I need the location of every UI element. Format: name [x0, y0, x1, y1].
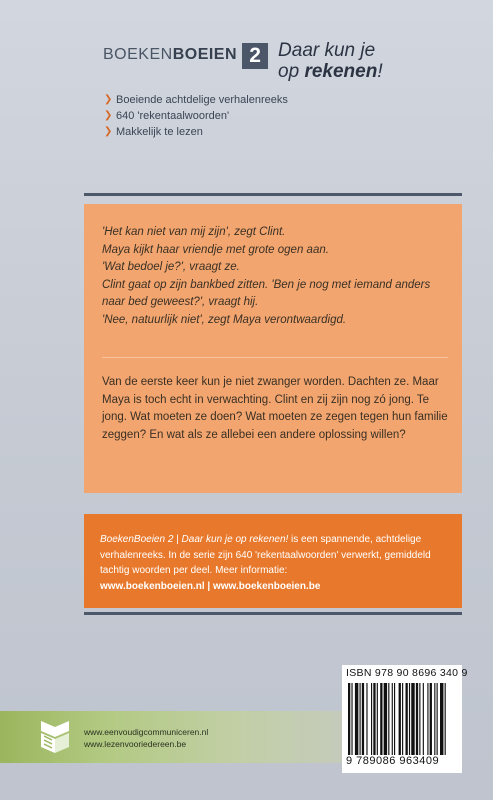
barcode-stripe	[394, 683, 395, 755]
series-info-text: BoekenBoeien 2 | Daar kun je op rekenen! is een spannende, achtdelige verhalenreeks. In de serie zijn 640 'rekentaalwoorden' verwerkt, gemiddeld tachtig woorden per deel. Meer informatie: www.boekenboeien.nl | www.boekenboeien.be	[100, 534, 431, 592]
barcode-stripe	[371, 683, 372, 755]
brand-logo	[103, 40, 383, 82]
barcode-stripe	[419, 683, 420, 755]
barcode-stripe	[399, 683, 401, 755]
chevron-right-icon: ❯	[104, 94, 113, 105]
chevron-right-icon: ❯	[104, 126, 113, 137]
barcode-stripe	[392, 683, 393, 755]
bottom-divider	[84, 612, 462, 615]
publisher-logo-icon	[38, 717, 72, 757]
barcode-stripe	[416, 683, 418, 755]
feature-item: ❯ 640 'rekentaalwoorden'	[104, 110, 230, 122]
barcode-stripe	[402, 683, 403, 755]
barcode-stripe	[409, 683, 410, 755]
barcode-stripe	[348, 683, 350, 755]
feature-item: ❯ Makkelijk te lezen	[104, 126, 203, 138]
feature-list	[104, 92, 288, 140]
barcode-stripe	[351, 683, 352, 755]
website-link[interactable]: www.lezenvooriedereen.be	[84, 739, 187, 749]
barcode-area	[342, 665, 468, 773]
brand-tagline: Daar kun je op rekenen!	[278, 40, 383, 82]
story-blurb: Van de eerste keer kun je niet zwanger worden. Dachten ze. Maar Maya is toch echt in verwachting. Clint en zij zijn nog zó jong. Te jong. Wat moeten ze doen? Wat moeten ze zegen tegen hun familie zeggen? En wat als ze allebei een andere oplossing willen?	[102, 376, 448, 441]
publisher-websites	[84, 726, 208, 750]
publisher-bar	[0, 711, 342, 763]
barcode-stripe	[380, 683, 382, 755]
barcode-stripe	[384, 683, 387, 755]
barcode-stripe	[362, 683, 364, 755]
barcode-digits: 9 789086 963409	[346, 755, 440, 767]
feature-item: ❯ Boeiende achtdelige verhalenreeks	[104, 94, 288, 106]
barcode-stripe	[437, 683, 438, 755]
isbn-number: ISBN 978 90 8696 340 9	[346, 667, 468, 679]
barcode-stripe	[360, 683, 361, 755]
barcode-stripe	[423, 683, 424, 755]
barcode-stripe	[406, 683, 408, 755]
barcode-stripe	[388, 683, 389, 755]
barcode-stripe	[355, 683, 358, 755]
barcode-icon	[348, 683, 458, 755]
barcode-stripe	[434, 683, 435, 755]
barcode-stripe	[373, 683, 375, 755]
chevron-right-icon: ❯	[104, 110, 113, 121]
barcode-stripe	[377, 683, 378, 755]
barcode-stripe	[440, 683, 443, 755]
barcode-stripe	[411, 683, 414, 755]
brand-wordmark: BOEKENBOEIEN	[103, 46, 238, 63]
story-quote: 'Het kan niet van mij zijn', zegt Clint. Maya kijkt haar vriendje met grote ogen aan. 'Wat bedoel je?', vraagt ze. Clint gaat op zijn bankbed zitten. 'Ben je nog met iemand anders naar bed geweest?', vraagt hij. 'Nee, natuurlijk niet', zegt Maya verontwaardigd.	[102, 226, 431, 326]
barcode-stripe	[430, 683, 432, 755]
panel-divider	[102, 357, 448, 358]
story-panel	[84, 204, 462, 493]
brand-number-badge: 2	[242, 43, 268, 69]
barcode-stripe	[427, 683, 428, 755]
top-divider	[84, 193, 462, 196]
barcode-stripe	[445, 683, 446, 755]
series-info-band	[84, 514, 462, 608]
series-urls: www.boekenboeien.nl | www.boekenboeien.be	[100, 580, 321, 592]
website-link[interactable]: www.eenvoudigcommuniceren.nl	[84, 727, 209, 737]
barcode-stripe	[366, 683, 367, 755]
